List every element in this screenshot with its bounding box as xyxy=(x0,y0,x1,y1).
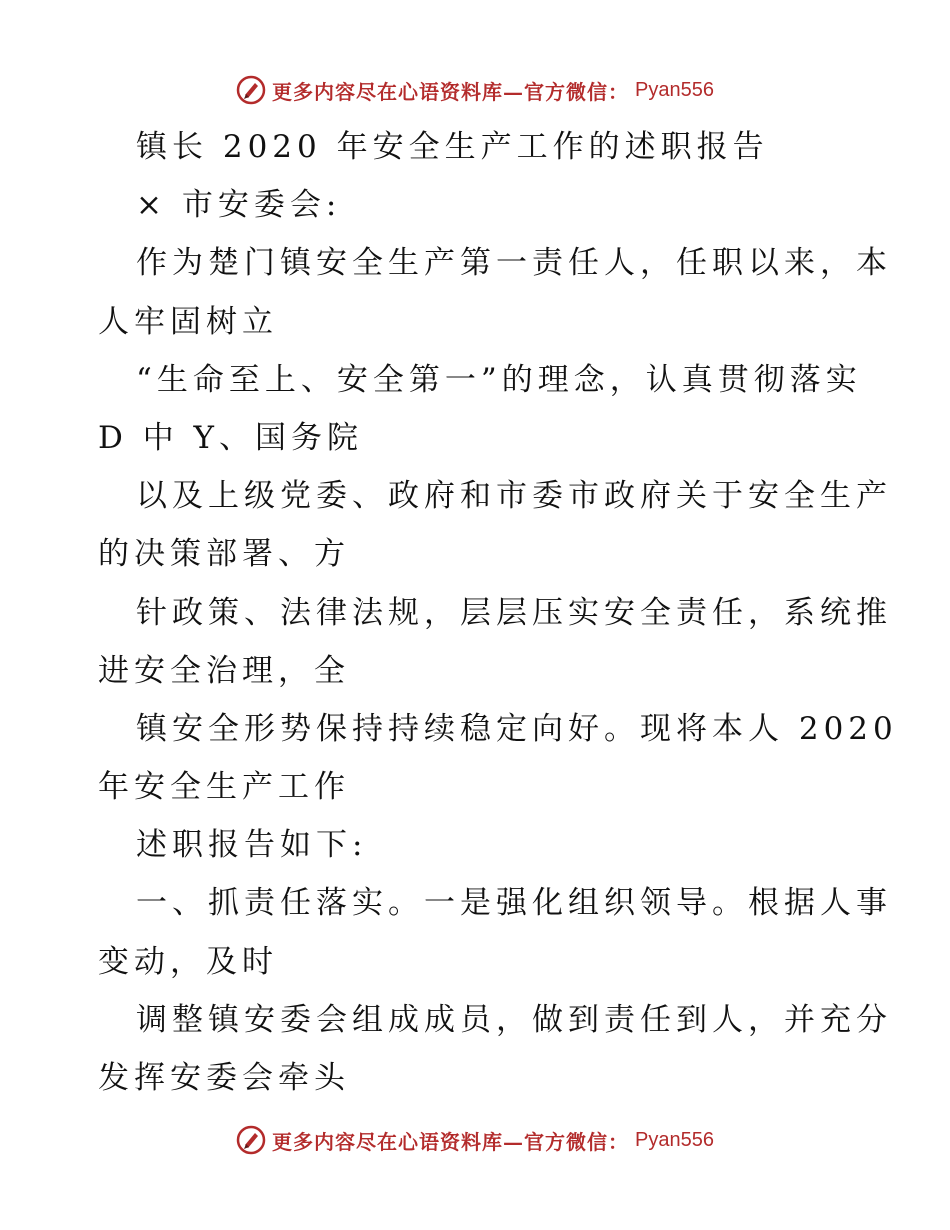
salutation: × 市安委会: xyxy=(136,187,342,224)
watermark-wechat-id: Pyan556 xyxy=(635,78,714,101)
paragraph-line: 发挥安委会牵头 xyxy=(98,1060,350,1096)
pen-logo-icon xyxy=(236,75,266,105)
paragraph-line: 述职报告如下: xyxy=(136,827,368,864)
paragraph-line: 调整镇安委会组成成员，做到责任到人，并充分 xyxy=(136,1001,892,1038)
paragraph-line: 以及上级党委、政府和市委市政府关于安全生产 xyxy=(136,478,892,515)
doc-title: 镇长 2020 年安全生产工作的述职报告 xyxy=(136,129,769,165)
paragraph-line: 作为楚门镇安全生产第一责任人，任职以来，本 xyxy=(136,245,892,282)
paragraph-line: 年安全生产工作 xyxy=(98,769,350,806)
paragraph-line: D 中 Y、国务院 xyxy=(98,419,364,456)
paragraph-line: 变动，及时 xyxy=(98,943,278,980)
paragraph-line: “生命至上、安全第一”的理念，认真贯彻落实 xyxy=(136,361,862,398)
watermark-text: 更多内容尽在心语资料库—官方微信： xyxy=(272,79,630,104)
document-body xyxy=(98,118,898,1107)
paragraph-line: 人牢固树立 xyxy=(98,303,278,340)
watermark-text: 更多内容尽在心语资料库—官方微信： xyxy=(272,1129,630,1154)
paragraph-line: 的决策部署、方 xyxy=(98,536,350,573)
paragraph-line: 进安全治理，全 xyxy=(98,652,350,689)
footer-watermark xyxy=(0,1120,950,1160)
paragraph-line: 针政策、法律法规，层层压实安全责任，系统推 xyxy=(136,594,892,631)
pen-logo-icon xyxy=(236,1125,266,1155)
section-heading-line: 一、抓责任落实。一是强化组织领导。根据人事 xyxy=(136,885,892,922)
header-watermark xyxy=(0,70,950,110)
paragraph-line: 镇安全形势保持持续稳定向好。现将本人 2020 xyxy=(136,710,898,747)
watermark-wechat-id: Pyan556 xyxy=(635,1128,714,1151)
